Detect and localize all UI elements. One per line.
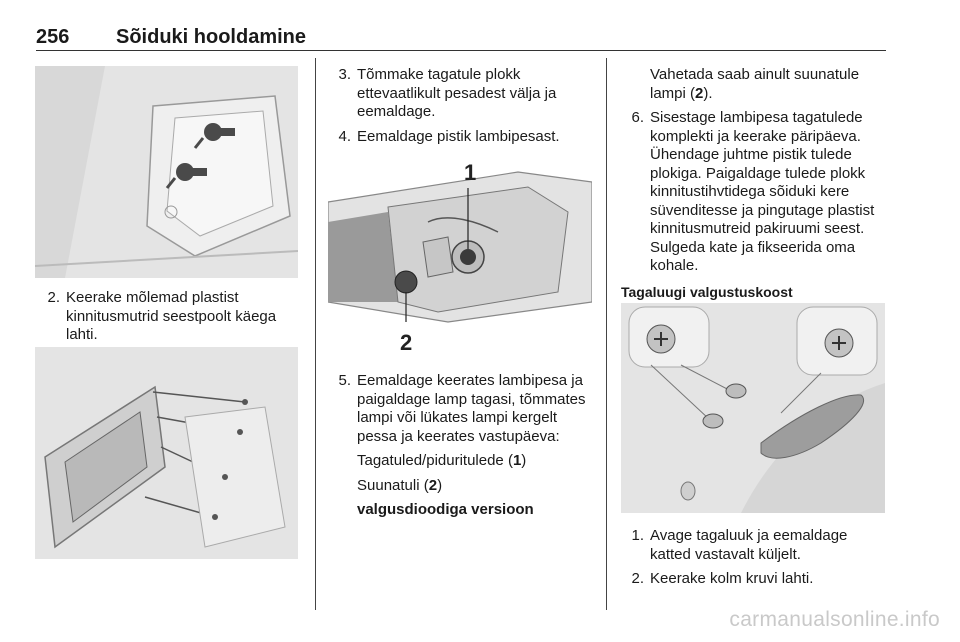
page-title: Sõiduki hooldamine — [116, 26, 307, 48]
bulb-type-taillights — [327, 452, 595, 471]
step-4-text: Eemaldage pistik lambipesast. — [357, 127, 560, 145]
step-3-item — [327, 66, 595, 122]
bulb-type-taillights-ref: 1 — [512, 452, 522, 469]
tailgate-step-1-text: Avage tagaluuk ja eemaldage katted vastavalt küljelt. — [650, 527, 848, 563]
section-heading: Tagaluugi valgustuskoost — [621, 284, 793, 300]
bulb-type-taillights-close: ) — [521, 452, 527, 469]
step-6-item — [620, 109, 888, 276]
tailgate-step-2-number: 2. — [631, 570, 644, 587]
figure-tailgate-screws — [621, 303, 885, 513]
tailgate-step-2-text: Keerake kolm kruvi lahti. — [650, 570, 814, 587]
step-4-item — [327, 128, 595, 147]
bulb-type-turnsignal-text: Suunatuli ( — [357, 476, 429, 494]
led-version-heading: valgusdioodiga versioon — [357, 501, 534, 518]
header-rule — [36, 50, 886, 51]
col2-text-bottom — [327, 372, 595, 520]
column-divider-left — [315, 58, 316, 610]
step-3-number: 3. — [338, 66, 351, 83]
page-header — [36, 26, 886, 56]
step-3-text: Tõmmake tagatule plokk ettevaatlikult pesadest välja ja eemaldage. — [357, 66, 557, 120]
intro-paragraph — [620, 66, 888, 103]
callout-label-1: 1 — [464, 160, 477, 185]
figure-lamp-sockets — [328, 152, 592, 357]
col2-text-top — [327, 66, 595, 146]
step-2-number: 2. — [47, 289, 60, 306]
step-2-text: Keerake mõlemad plastist kinnitusmutrid seestpoolt käega lahti. — [66, 289, 277, 343]
tailgate-step-1-number: 1. — [631, 527, 644, 544]
bulb-type-taillights-text: Tagatuled/piduritulede ( — [357, 452, 513, 469]
step-6-number: 6. — [631, 109, 644, 126]
step-4-number: 4. — [338, 127, 351, 145]
bulb-type-turnsignal-close: ) — [437, 476, 443, 494]
figure-taillight-pins — [35, 347, 298, 559]
callout-label-2: 2 — [400, 330, 413, 355]
tailgate-step-2-item — [620, 570, 888, 589]
col3-text-top — [620, 66, 888, 276]
bulb-type-turnsignal-ref: 2 — [428, 476, 438, 494]
bulb-type-turnsignal — [327, 477, 595, 496]
watermark: carmanualsonline.info — [729, 608, 940, 631]
column-divider-right — [606, 58, 607, 610]
intro-text: Vahetada saab ainult suunatule lampi ( — [650, 66, 860, 102]
step-5-number: 5. — [338, 372, 351, 389]
intro-ref: 2 — [695, 84, 704, 102]
step-2-item — [36, 289, 298, 345]
step-5-text: Eemaldage keerates lambipesa ja paigaldage lamp tagasi, tõmmates lampi või lükates lampi kergelt pessa ja keerates vastupäeva: — [357, 372, 586, 445]
figure-taillight-nuts — [35, 66, 298, 278]
step-6-text: Sisestage lambipesa tagatulede komplekti ja keerake päripäeva. Ühendage juhtme pistik tulede plokiga. Paigaldage tulede plokk kinnitustihvtidega sõiduki kere süvenditesse ja pingutage plastist kinnitusmutreid pakiruumi seest. Sulgeda kate ja fikseerida oma kohale. — [650, 109, 875, 274]
step-5-item — [327, 372, 595, 446]
tailgate-step-1-item — [620, 527, 888, 564]
page-number: 256 — [36, 26, 70, 48]
col3-text-bottom — [620, 527, 888, 589]
intro-close: ). — [703, 84, 713, 102]
col1-text — [36, 289, 298, 345]
